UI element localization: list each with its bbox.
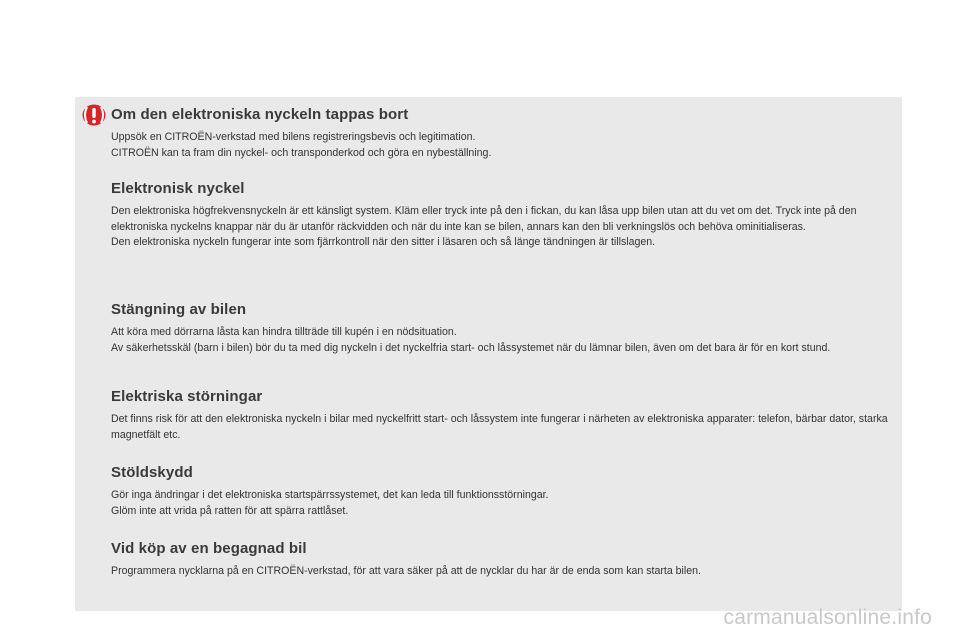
- section-heading: Stöldskydd: [111, 464, 193, 481]
- section-electrical-interference: [111, 388, 891, 443]
- section-paragraph: Av säkerhetsskäl (barn i bilen) bör du ta med dig nyckeln i det nyckelfria start- och låssystemet när du lämnar bilen, även om det bara är för en kort stund.: [111, 341, 831, 354]
- section-heading: Elektronisk nyckel: [111, 180, 245, 197]
- warning-exclamation-icon: [81, 103, 107, 129]
- section-paragraph: Den elektroniska nyckeln fungerar inte som fjärrkontroll när den sitter i läsaren och så länge tändningen är tillslagen.: [111, 236, 656, 248]
- section-paragraph: Det finns risk för att den elektroniska nyckeln i bilar med nyckelfritt start- och låssystem inte fungerar i närheten av elektroniska apparater: telefon, bärbar dator, starka magnetfält etc.: [111, 413, 888, 441]
- section-electronic-key: [111, 180, 891, 251]
- section-used-vehicle: [111, 540, 891, 580]
- section-lost-key: [111, 106, 891, 161]
- section-paragraph: CITROËN kan ta fram din nyckel- och transponderkod och göra en nybeställning.: [111, 146, 492, 159]
- section-locking-vehicle: [111, 301, 891, 356]
- section-heading: Vid köp av en begagnad bil: [111, 540, 307, 557]
- watermark: carmanualsonline.info: [723, 606, 932, 629]
- section-paragraph: Uppsök en CITROËN-verkstad med bilens registreringsbevis och legitimation.: [111, 131, 476, 143]
- section-paragraph: Glöm inte att vrida på ratten för att spärra rattlåset.: [111, 504, 349, 517]
- section-paragraph: Programmera nycklarna på en CITROËN-verkstad, för att vara säker på att de nycklar du har är de enda som kan starta bilen.: [111, 565, 701, 577]
- section-heading: Elektriska störningar: [111, 388, 263, 405]
- section-heading: Om den elektroniska nyckeln tappas bort: [111, 106, 409, 123]
- section-paragraph: Att köra med dörrarna låsta kan hindra tillträde till kupén i en nödsituation.: [111, 326, 457, 338]
- section-heading: Stängning av bilen: [111, 301, 247, 318]
- section-paragraph: Den elektroniska högfrekvensnyckeln är ett känsligt system. Kläm eller tryck inte på den i fickan, du kan låsa upp bilen utan att du vet om det. Tryck inte på den elektroniska nyckelns knappar när du är utanför räckvidden och när du inte kan se bilen, annars kan den bli verkningslös och behöva ominitialiseras.: [111, 205, 857, 233]
- section-anti-theft: [111, 464, 891, 519]
- section-paragraph: Gör inga ändringar i det elektroniska startspärrssystemet, det kan leda till funktionsstörningar.: [111, 489, 549, 501]
